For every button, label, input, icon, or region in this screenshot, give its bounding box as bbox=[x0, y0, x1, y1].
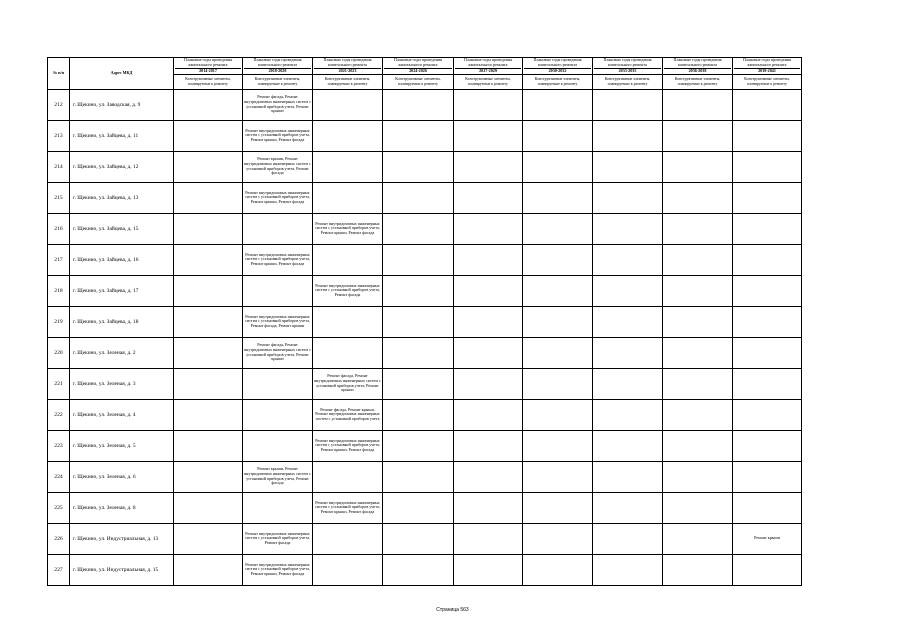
period-header bbox=[593, 58, 663, 75]
repair-works-cell bbox=[663, 120, 733, 151]
repair-works-cell bbox=[593, 213, 663, 244]
repair-works-cell bbox=[733, 213, 802, 244]
repair-works-cell bbox=[523, 244, 593, 275]
period-years: 2021-2023 bbox=[314, 68, 381, 74]
elements-subheader: Конструктивные элементы, планируемые к ремонту bbox=[174, 74, 243, 89]
row-address: г. Щекино, ул. Зайцева, д. 18 bbox=[70, 306, 174, 337]
repair-works-cell bbox=[663, 275, 733, 306]
repair-works-cell bbox=[454, 461, 523, 492]
repair-works-cell bbox=[523, 151, 593, 182]
repair-works-cell bbox=[174, 399, 243, 430]
repair-works-cell bbox=[523, 430, 593, 461]
repair-works-cell bbox=[454, 523, 523, 554]
row-address: г. Щекино, ул. Зеленая, д. 8 bbox=[70, 492, 174, 523]
table-row bbox=[48, 399, 802, 430]
repair-works-cell bbox=[523, 337, 593, 368]
period-header bbox=[733, 58, 802, 75]
period-header bbox=[523, 58, 593, 75]
period-years: 2027-2029 bbox=[455, 68, 521, 74]
repair-works-cell bbox=[383, 213, 454, 244]
repair-works-cell bbox=[174, 430, 243, 461]
table-row bbox=[48, 523, 802, 554]
repair-works-cell bbox=[663, 492, 733, 523]
repair-works-cell bbox=[733, 151, 802, 182]
repair-works-cell bbox=[383, 306, 454, 337]
period-header bbox=[663, 58, 733, 75]
row-number: 223 bbox=[48, 430, 70, 461]
row-address: г. Щекино, ул. Зайцева, д. 16 bbox=[70, 244, 174, 275]
repair-works-cell bbox=[313, 306, 383, 337]
period-header bbox=[454, 58, 523, 75]
row-address: г. Щекино, ул. Зеленая, д. 6 bbox=[70, 461, 174, 492]
table-body bbox=[48, 89, 802, 585]
repair-works-cell bbox=[593, 492, 663, 523]
period-header bbox=[243, 58, 313, 75]
repair-works-cell bbox=[593, 337, 663, 368]
repair-works-cell bbox=[663, 368, 733, 399]
repair-works-cell: Ремонт крыши, Ремонт внутридомовых инженерных систем с установкой приборов учета, Ремонт фасада bbox=[243, 151, 313, 182]
table-row bbox=[48, 182, 802, 213]
repair-works-cell: Ремонт внутридомовых инженерных систем с установкой приборов учета, Ремонт крыши, Ремонт фасада bbox=[243, 244, 313, 275]
period-years: 2036-2038 bbox=[664, 68, 731, 74]
row-address: г. Щекино, ул. Зайцева, д. 13 bbox=[70, 182, 174, 213]
repair-works-cell bbox=[523, 523, 593, 554]
repair-works-cell bbox=[383, 182, 454, 213]
row-number: 213 bbox=[48, 120, 70, 151]
table-row bbox=[48, 554, 802, 585]
period-header bbox=[174, 58, 243, 75]
row-address: г. Щекино, ул. Индустриальная, д. 13 bbox=[70, 523, 174, 554]
repair-works-cell bbox=[593, 368, 663, 399]
row-number: 222 bbox=[48, 399, 70, 430]
repair-works-cell bbox=[733, 337, 802, 368]
elements-subheader: Конструктивные элементы, планируемые к ремонту bbox=[313, 74, 383, 89]
repair-works-cell bbox=[663, 89, 733, 120]
repair-works-cell bbox=[174, 337, 243, 368]
period-caption: Плановые годы проведения капитального ремонта bbox=[323, 57, 372, 67]
repair-works-cell bbox=[733, 430, 802, 461]
repair-works-cell bbox=[174, 461, 243, 492]
elements-subheader: Конструктивные элементы, планируемые к ремонту bbox=[663, 74, 733, 89]
row-address: г. Щекино, ул. Зайцева, д. 12 bbox=[70, 151, 174, 182]
repair-works-cell bbox=[663, 182, 733, 213]
period-header bbox=[383, 58, 454, 75]
repair-works-cell bbox=[593, 120, 663, 151]
repair-works-cell bbox=[174, 306, 243, 337]
table-row bbox=[48, 213, 802, 244]
elements-subheader: Конструктивные элементы, планируемые к ремонту bbox=[733, 74, 802, 89]
repair-works-cell: Ремонт внутридомовых инженерных систем с установкой приборов учета, Ремонт крыши, Ремонт фасада bbox=[243, 120, 313, 151]
row-address: г. Щекино, ул. Зайцева, д. 15 bbox=[70, 213, 174, 244]
repair-works-cell bbox=[313, 337, 383, 368]
capital-repair-table-container bbox=[47, 57, 802, 586]
row-address: г. Щекино, ул. Зайцева, д. 11 bbox=[70, 120, 174, 151]
repair-works-cell bbox=[663, 337, 733, 368]
repair-works-cell bbox=[593, 275, 663, 306]
repair-works-cell bbox=[174, 523, 243, 554]
repair-works-cell bbox=[454, 306, 523, 337]
table-row bbox=[48, 461, 802, 492]
repair-works-cell bbox=[174, 275, 243, 306]
row-number: 217 bbox=[48, 244, 70, 275]
repair-works-cell bbox=[663, 554, 733, 585]
row-address: г. Щекино, ул. Зайцева, д. 17 bbox=[70, 275, 174, 306]
repair-works-cell bbox=[174, 213, 243, 244]
repair-works-cell bbox=[313, 523, 383, 554]
repair-works-cell bbox=[454, 399, 523, 430]
repair-works-cell bbox=[454, 89, 523, 120]
num-header: № п/п bbox=[48, 58, 70, 90]
period-caption: Плановые годы проведения капитального ремонта bbox=[742, 57, 792, 67]
repair-works-cell: Ремонт внутридомовых инженерных систем с установкой приборов учета, Ремонт фасада bbox=[243, 523, 313, 554]
repair-works-cell bbox=[313, 151, 383, 182]
repair-works-cell bbox=[663, 430, 733, 461]
repair-works-cell bbox=[733, 399, 802, 430]
row-number: 219 bbox=[48, 306, 70, 337]
repair-works-cell bbox=[593, 461, 663, 492]
repair-works-cell bbox=[663, 213, 733, 244]
repair-works-cell bbox=[523, 89, 593, 120]
repair-works-cell bbox=[593, 523, 663, 554]
repair-works-cell bbox=[313, 89, 383, 120]
repair-works-cell bbox=[383, 492, 454, 523]
repair-works-cell bbox=[383, 337, 454, 368]
repair-works-cell bbox=[593, 151, 663, 182]
repair-works-cell bbox=[454, 554, 523, 585]
repair-works-cell bbox=[313, 244, 383, 275]
row-number: 227 bbox=[48, 554, 70, 585]
repair-works-cell bbox=[454, 275, 523, 306]
repair-works-cell: Ремонт внутридомовых инженерных систем с установкой приборов учета, Ремонт крыши, Ремонт фасада bbox=[243, 182, 313, 213]
repair-works-cell bbox=[523, 368, 593, 399]
period-caption: Плановые годы проведения капитального ремонта bbox=[463, 57, 513, 67]
period-caption: Плановые годы проведения капитального ремонта bbox=[183, 57, 233, 67]
repair-works-cell bbox=[454, 368, 523, 399]
repair-works-cell bbox=[523, 554, 593, 585]
repair-works-cell: Ремонт фасада, Ремонт крыши, Ремонт внутридомовых инженерных систем с установкой приборов учета bbox=[313, 399, 383, 430]
repair-works-cell: Ремонт внутридомовых инженерных систем с установкой приборов учета, Ремонт фасада, Ремонт крыши bbox=[243, 306, 313, 337]
repair-works-cell bbox=[733, 461, 802, 492]
repair-works-cell bbox=[593, 554, 663, 585]
elements-subheader: Конструктивные элементы, планируемые к ремонту bbox=[523, 74, 593, 89]
repair-works-cell bbox=[174, 554, 243, 585]
period-years: 2033-2035 bbox=[594, 68, 661, 74]
period-caption: Плановые годы проведения капитального ремонта bbox=[603, 57, 652, 67]
period-years: 2014-2017 bbox=[175, 68, 241, 74]
elements-subheader: Конструктивные элементы, планируемые к ремонту bbox=[243, 74, 313, 89]
table-row bbox=[48, 306, 802, 337]
repair-works-cell bbox=[383, 120, 454, 151]
repair-works-cell bbox=[523, 182, 593, 213]
repair-works-cell bbox=[243, 213, 313, 244]
table-row bbox=[48, 244, 802, 275]
repair-works-cell bbox=[523, 399, 593, 430]
repair-works-cell bbox=[454, 182, 523, 213]
repair-works-cell bbox=[663, 306, 733, 337]
row-number: 218 bbox=[48, 275, 70, 306]
table-row bbox=[48, 430, 802, 461]
repair-works-cell bbox=[383, 89, 454, 120]
period-years: 2039-2041 bbox=[734, 68, 800, 74]
repair-works-cell bbox=[243, 430, 313, 461]
repair-works-cell: Ремонт крыши bbox=[733, 523, 802, 554]
repair-works-cell bbox=[174, 244, 243, 275]
repair-works-cell bbox=[733, 182, 802, 213]
repair-works-cell: Ремонт внутридомовых инженерных систем с установкой приборов учета, Ремонт крыши, Ремонт фасада bbox=[313, 213, 383, 244]
repair-works-cell bbox=[454, 151, 523, 182]
period-years: 2024-2026 bbox=[384, 68, 452, 74]
repair-works-cell bbox=[593, 306, 663, 337]
repair-works-cell bbox=[663, 244, 733, 275]
repair-works-cell bbox=[523, 275, 593, 306]
repair-works-cell: Ремонт внутридомовых инженерных систем с установкой приборов учета, Ремонт крыши, Ремонт фасада bbox=[313, 492, 383, 523]
repair-works-cell bbox=[593, 182, 663, 213]
repair-works-cell bbox=[593, 399, 663, 430]
table-row bbox=[48, 492, 802, 523]
repair-works-cell bbox=[313, 120, 383, 151]
repair-works-cell bbox=[243, 399, 313, 430]
repair-works-cell: Ремонт крыши, Ремонт внутридомовых инженерных систем с установкой приборов учета, Ремонт фасада bbox=[243, 461, 313, 492]
repair-works-cell bbox=[454, 120, 523, 151]
row-number: 221 bbox=[48, 368, 70, 399]
repair-works-cell: Ремонт фасада, Ремонт внутридомовых инженерных систем с установкой приборов учета, Ремонт крыши bbox=[313, 368, 383, 399]
repair-works-cell bbox=[383, 151, 454, 182]
repair-works-cell bbox=[733, 492, 802, 523]
row-number: 225 bbox=[48, 492, 70, 523]
repair-works-cell bbox=[383, 523, 454, 554]
repair-works-cell bbox=[593, 89, 663, 120]
row-number: 215 bbox=[48, 182, 70, 213]
repair-works-cell: Ремонт внутридомовых инженерных систем с установкой приборов учета, Ремонт крыши, Ремонт фасада bbox=[243, 554, 313, 585]
period-years: 2018-2020 bbox=[244, 68, 311, 74]
repair-works-cell bbox=[383, 461, 454, 492]
elements-subheader: Конструктивные элементы, планируемые к ремонту bbox=[383, 74, 454, 89]
repair-works-cell bbox=[313, 461, 383, 492]
repair-works-cell bbox=[663, 151, 733, 182]
repair-works-cell bbox=[383, 244, 454, 275]
table-row bbox=[48, 89, 802, 120]
repair-works-cell bbox=[454, 337, 523, 368]
repair-works-cell bbox=[174, 120, 243, 151]
row-number: 212 bbox=[48, 89, 70, 120]
repair-works-cell bbox=[593, 244, 663, 275]
table-header bbox=[48, 58, 802, 90]
repair-works-cell bbox=[174, 151, 243, 182]
repair-works-cell bbox=[313, 554, 383, 585]
repair-works-cell bbox=[663, 461, 733, 492]
repair-works-cell bbox=[663, 399, 733, 430]
page-number: Страница 563 bbox=[436, 607, 469, 613]
repair-works-cell bbox=[523, 461, 593, 492]
repair-works-cell bbox=[313, 182, 383, 213]
table-row bbox=[48, 120, 802, 151]
repair-works-cell bbox=[174, 182, 243, 213]
elements-subheader: Конструктивные элементы, планируемые к ремонту bbox=[454, 74, 523, 89]
repair-works-cell bbox=[593, 430, 663, 461]
row-address: г. Щекино, ул. Индустриальная, д. 15 bbox=[70, 554, 174, 585]
row-number: 216 bbox=[48, 213, 70, 244]
repair-works-cell bbox=[454, 430, 523, 461]
repair-works-cell bbox=[383, 399, 454, 430]
table-row bbox=[48, 368, 802, 399]
period-caption: Плановые годы проведения капитального ремонта bbox=[253, 57, 302, 67]
row-number: 220 bbox=[48, 337, 70, 368]
repair-works-cell bbox=[383, 554, 454, 585]
repair-works-cell bbox=[174, 89, 243, 120]
repair-works-cell bbox=[454, 213, 523, 244]
capital-repair-table bbox=[47, 57, 802, 586]
repair-works-cell: Ремонт внутридомовых инженерных систем с установкой приборов учета, Ремонт крыши, Ремонт фасада bbox=[313, 430, 383, 461]
repair-works-cell bbox=[733, 89, 802, 120]
repair-works-cell bbox=[733, 275, 802, 306]
row-number: 226 bbox=[48, 523, 70, 554]
row-address: г. Щекино, ул. Зеленая, д. 2 bbox=[70, 337, 174, 368]
repair-works-cell bbox=[454, 244, 523, 275]
row-number: 214 bbox=[48, 151, 70, 182]
repair-works-cell bbox=[523, 492, 593, 523]
repair-works-cell bbox=[523, 306, 593, 337]
repair-works-cell: Ремонт внутридомовых инженерных систем с установкой приборов учета, Ремонт фасада bbox=[313, 275, 383, 306]
table-row bbox=[48, 275, 802, 306]
repair-works-cell bbox=[383, 430, 454, 461]
repair-works-cell bbox=[733, 368, 802, 399]
repair-works-cell bbox=[383, 275, 454, 306]
repair-works-cell bbox=[523, 213, 593, 244]
repair-works-cell bbox=[663, 523, 733, 554]
address-header: Адрес МКД bbox=[70, 58, 174, 90]
repair-works-cell bbox=[174, 368, 243, 399]
row-address: г. Щекино, ул. Зеленая, д. 5 bbox=[70, 430, 174, 461]
repair-works-cell bbox=[733, 554, 802, 585]
row-number: 224 bbox=[48, 461, 70, 492]
table-row bbox=[48, 151, 802, 182]
elements-subheader: Конструктивные элементы, планируемые к ремонту bbox=[593, 74, 663, 89]
repair-works-cell bbox=[733, 120, 802, 151]
repair-works-cell: Ремонт фасада, Ремонт внутридомовых инженерных систем с установкой приборов учета, Ремонт крыши bbox=[243, 337, 313, 368]
repair-works-cell bbox=[454, 492, 523, 523]
row-address: г. Щекино, ул. Зеленая, д. 4 bbox=[70, 399, 174, 430]
repair-works-cell bbox=[733, 244, 802, 275]
period-header bbox=[313, 58, 383, 75]
repair-works-cell bbox=[243, 275, 313, 306]
table-row bbox=[48, 337, 802, 368]
period-caption: Плановые годы проведения капитального ремонта bbox=[533, 57, 582, 67]
repair-works-cell bbox=[243, 492, 313, 523]
repair-works-cell bbox=[733, 306, 802, 337]
repair-works-cell bbox=[383, 368, 454, 399]
period-years: 2030-2032 bbox=[524, 68, 591, 74]
repair-works-cell bbox=[243, 368, 313, 399]
repair-works-cell bbox=[523, 120, 593, 151]
period-caption: Плановые годы проведения капитального ремонта bbox=[673, 57, 722, 67]
row-address: г. Щекино, ул. Зеленая, д. 3 bbox=[70, 368, 174, 399]
period-caption: Плановые годы проведения капитального ремонта bbox=[393, 57, 443, 67]
repair-works-cell: Ремонт фасада, Ремонт внутридомовых инженерных систем с установкой приборов учета, Ремонт крыши bbox=[243, 89, 313, 120]
row-address: г. Щекино, ул. Заводская, д. 9 bbox=[70, 89, 174, 120]
repair-works-cell bbox=[174, 492, 243, 523]
